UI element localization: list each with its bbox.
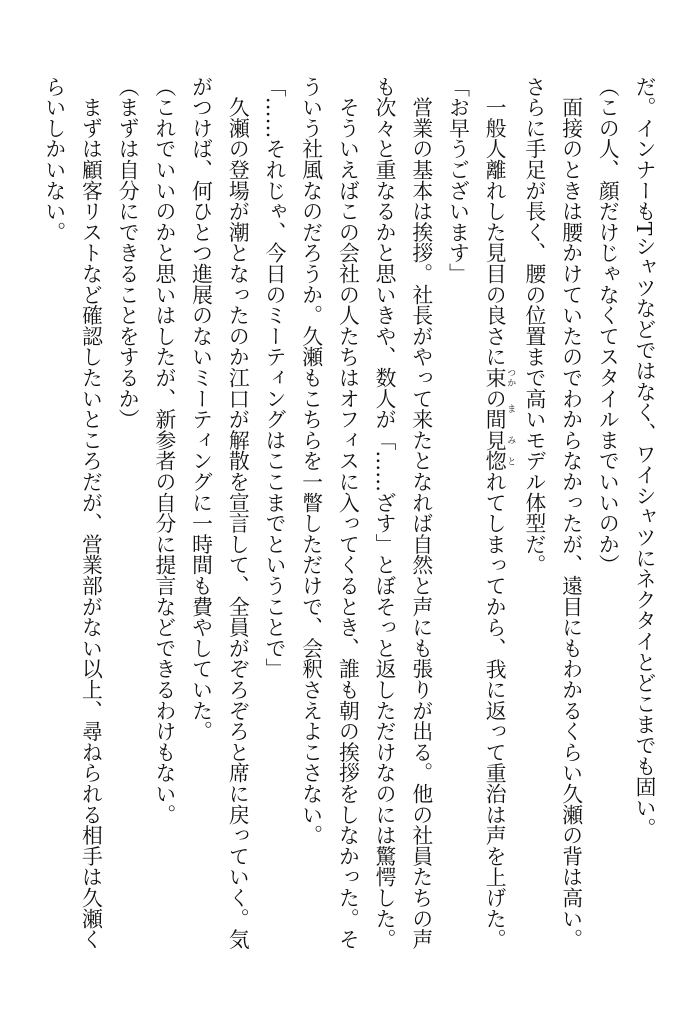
- ruby-text-ma: ま: [505, 388, 516, 430]
- text-line-7: 営業の基本は挨拶。社長がやって来たとなれば自然と声にも張りが出る。他の社員たちの声: [408, 76, 433, 950]
- text-line-3: 面接のときは腰かけていたのでわからなかったが、遠目にもわかるくらい久瀬の背は高い。: [558, 76, 583, 950]
- text-line-2: （この人、顔だけじゃなくてスタイルまでいいのか）: [595, 76, 620, 576]
- ruby-line-before: 一般人離れした見目の良さに: [482, 76, 507, 368]
- text-line-9: そういえばこの会社の人たちはオフィスに入ってくるとき、誰も朝の挨拶をしなかった。そ: [335, 76, 360, 950]
- text-line-8: も次々と重なるかと思いきや、数人が「……ざす」とぼそっと返しただけなのには驚愕した。: [372, 76, 397, 950]
- ruby-base-ma: の間: [482, 388, 507, 430]
- text-line-17: らいしかいない。: [41, 76, 66, 243]
- ruby-to: [482, 450, 516, 472]
- ruby-text-mi: み: [505, 429, 516, 451]
- ruby-line-after: れてしまってから、我に返って重治は声を上げた。: [482, 471, 507, 950]
- text-line-1: だ。インナーもTシャツなどではなく、ワイシャツにネクタイとどこまでも固い。: [632, 76, 656, 839]
- text-line-12: 久瀬の登場が潮となったのか江口が解散を宣言して、全員がぞろぞろと席に戻っていく。気: [225, 76, 250, 950]
- text-line-4: さらに手足が長く、腰の位置まで高いモデル体型だ。: [521, 76, 546, 576]
- ruby-text-tsuka: つか: [505, 367, 516, 389]
- text-line-10: ういう社風なのだろうか。久瀬もこちらを一瞥しただけで、会釈さえよこさない。: [298, 76, 323, 846]
- text-line-11: 「……それじゃ、今日のミーティングはここまでということで」: [261, 76, 286, 680]
- vertical-text-block: [35, 76, 662, 956]
- text-line-14: （これでいいのかと思いはしたが、新参者の自分に提言などできるわけもない。: [151, 76, 176, 825]
- ruby-base-mi: 見: [482, 429, 507, 451]
- text-line-15: （まずは自分にできることをするか）: [115, 76, 140, 430]
- ruby-base-tsuka: 束: [482, 367, 507, 389]
- ruby-text-to: と: [505, 450, 516, 472]
- text-line-16: まずは顧客リストなど確認したいところだが、営業部がない以上、尋ねられる相手は久瀬く: [78, 76, 103, 950]
- ruby-mi: [482, 429, 516, 451]
- text-line-5-with-ruby: [475, 76, 515, 956]
- ruby-base-to: 惚: [482, 450, 507, 472]
- text-line-6: 「お早うございます」: [445, 76, 470, 284]
- ruby-ma: [482, 388, 516, 430]
- ruby-tsuka: [482, 367, 516, 389]
- text-line-13: がつけば、何ひとつ進展のないミーティングに一時間も費やしていた。: [188, 76, 213, 742]
